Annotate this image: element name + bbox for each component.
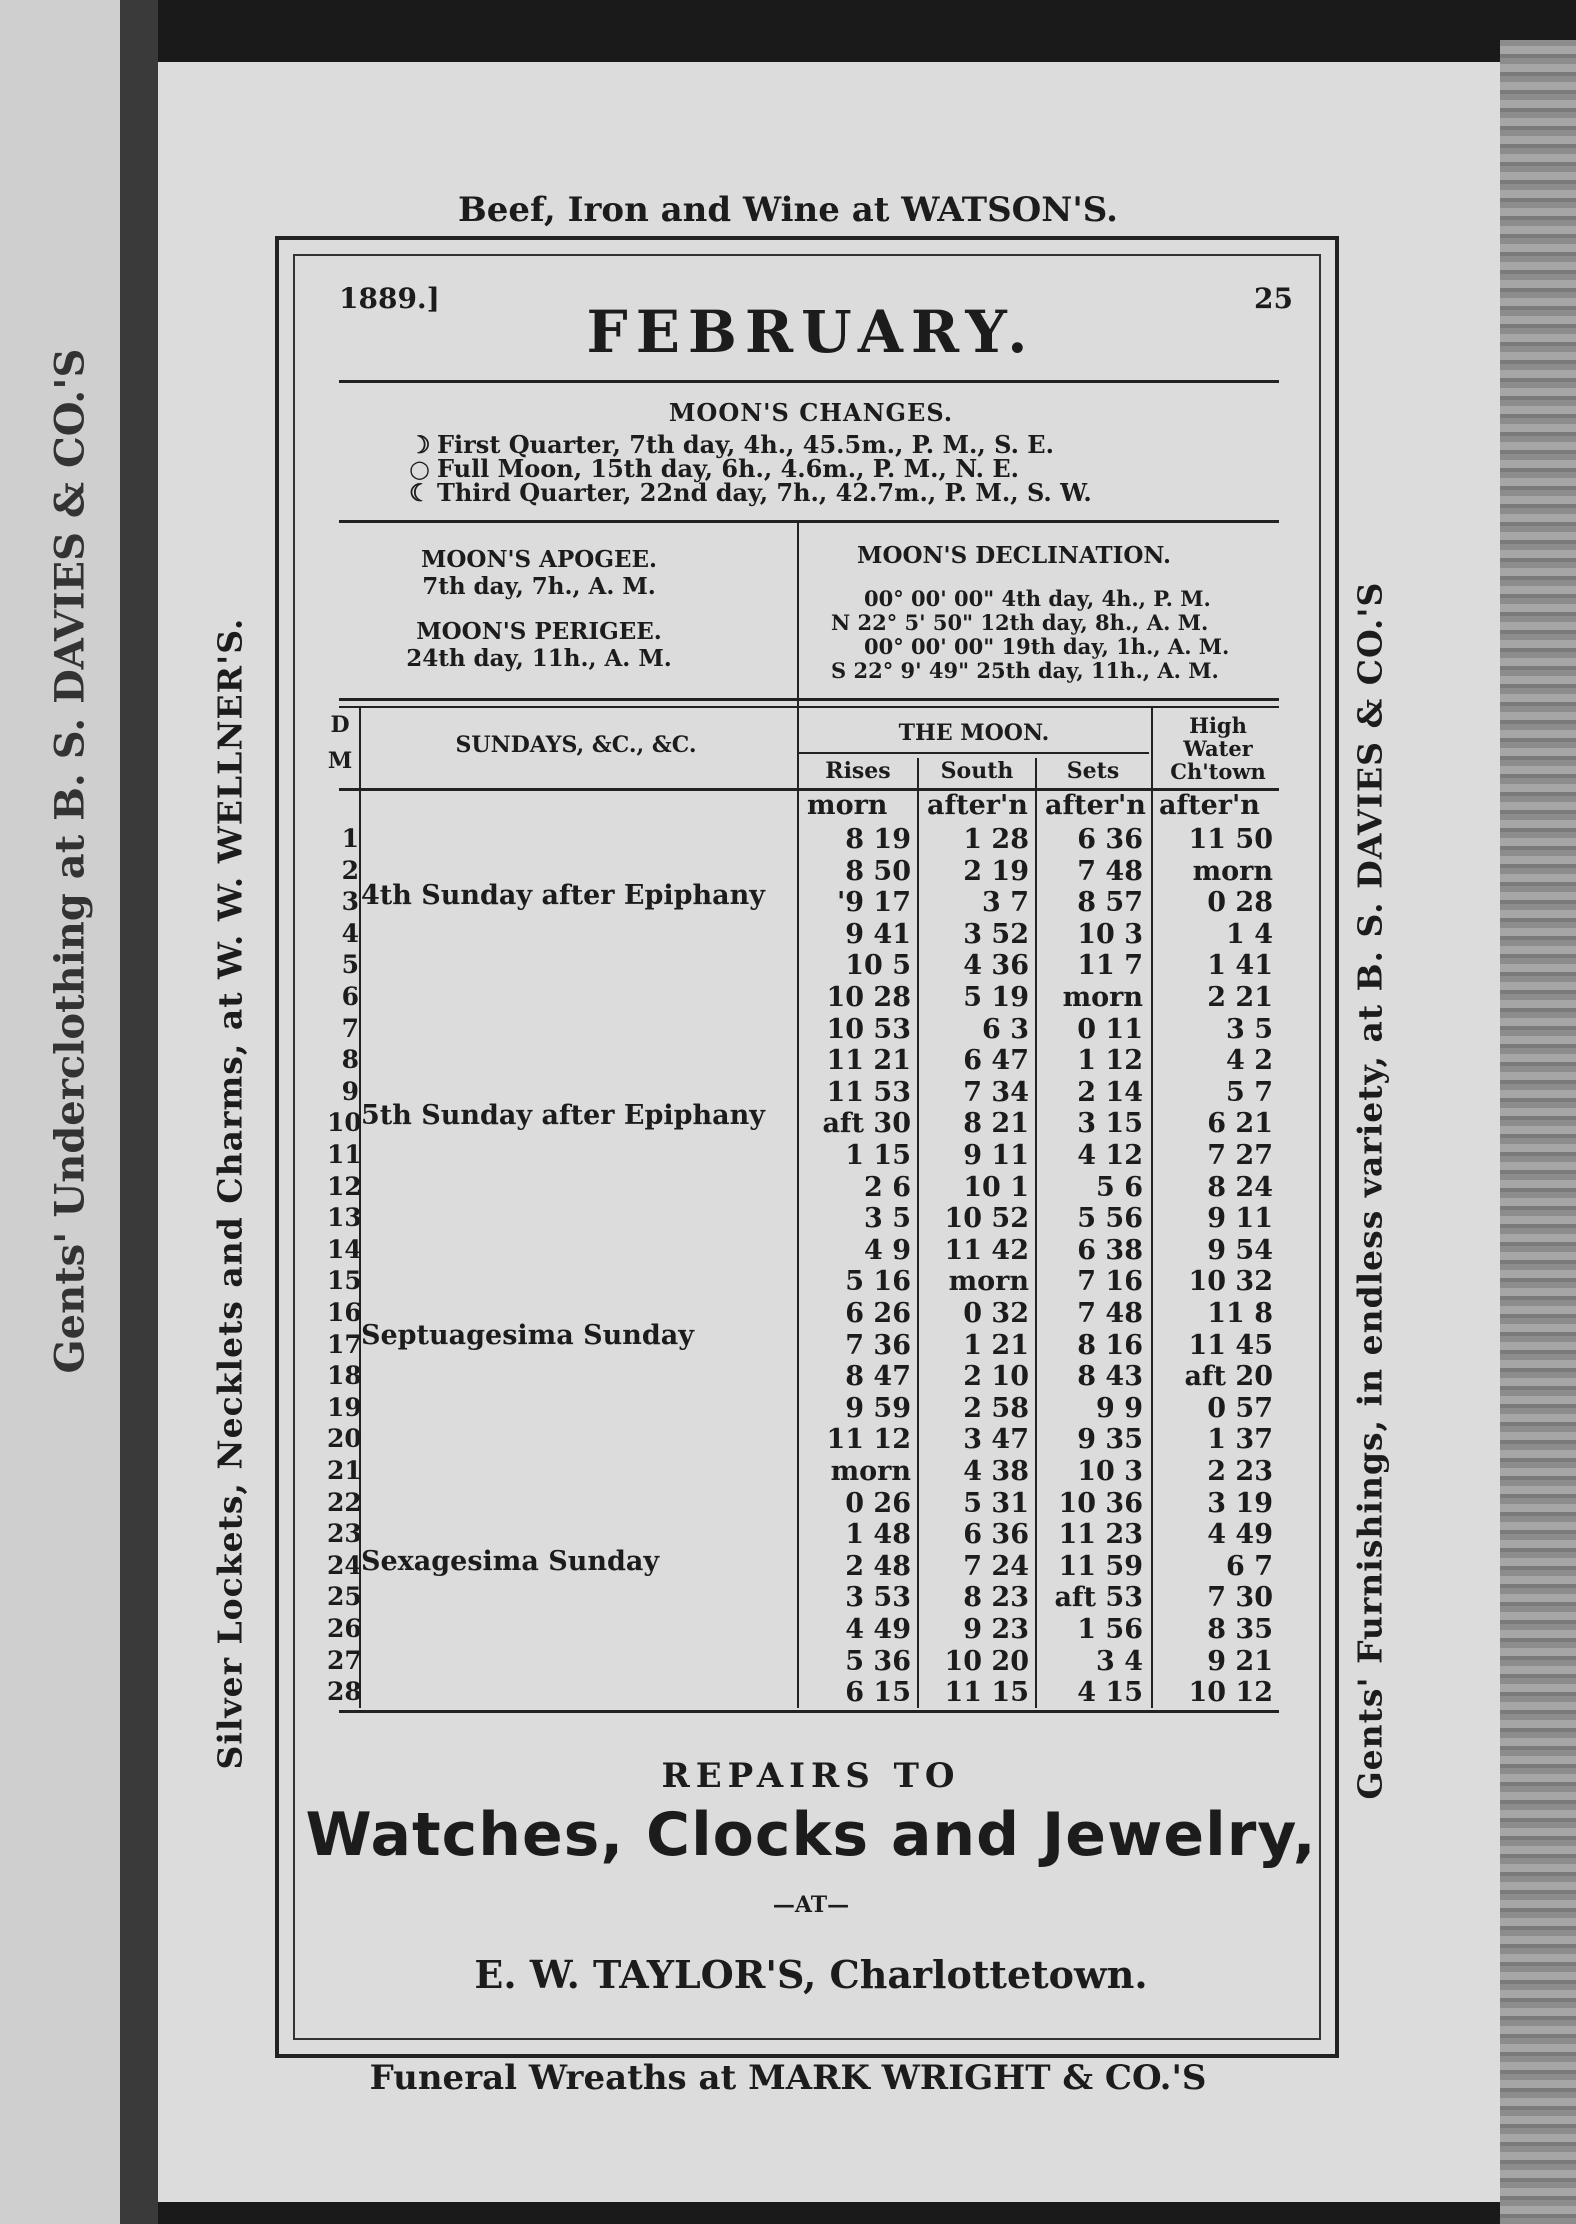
moon-rises-cell: 3 53 bbox=[845, 1582, 911, 1614]
moon-sets-cell: 6 36 bbox=[1077, 824, 1143, 855]
declination-line: N 22° 5' 50" 12th day, 8h., A. M. bbox=[831, 610, 1209, 635]
perigee-title: MOON'S PERIGEE. bbox=[416, 618, 662, 645]
day-of-month: 4 bbox=[341, 918, 359, 948]
moon-rises-cell: 4 49 bbox=[845, 1614, 911, 1645]
high-water-cell: 8 24 bbox=[1207, 1171, 1273, 1203]
sunday-label: Septuagesima Sunday bbox=[361, 1320, 694, 1351]
moon-apogee bbox=[339, 546, 739, 600]
moon-south-cell: 11 15 bbox=[944, 1677, 1029, 1709]
previous-page-ad: Gents' Underclothing at B. S. DAVIES & CO.'S bbox=[46, 348, 94, 1374]
declination-line: 00° 00' 00" 4th day, 4h., P. M. bbox=[864, 586, 1211, 611]
moon-south-cell: 2 58 bbox=[963, 1392, 1029, 1424]
right-margin-ad: Gents' Furnishings, in endless variety, at B. S. DAVIES & CO.'S bbox=[1350, 581, 1390, 1800]
moon-sets-cell: 8 57 bbox=[1077, 887, 1143, 919]
declination-line: S 22° 9' 49" 25th day, 11h., A. M. bbox=[831, 658, 1219, 683]
moon-south-cell: 5 19 bbox=[963, 982, 1029, 1013]
moon-south-cell: 4 36 bbox=[963, 950, 1029, 982]
day-of-month: 14 bbox=[327, 1234, 362, 1264]
moon-south-cell: 1 28 bbox=[963, 824, 1029, 855]
day-of-month: 24 bbox=[327, 1550, 362, 1580]
high-water-cell: 7 30 bbox=[1207, 1582, 1273, 1614]
header-ad: Beef, Iron and Wine at WATSON'S. bbox=[458, 190, 1118, 230]
day-of-month: 21 bbox=[327, 1456, 362, 1485]
day-of-month: 1 bbox=[341, 824, 359, 853]
moon-sets-cell: 3 4 bbox=[1096, 1645, 1143, 1677]
moon-rises-cell: 8 19 bbox=[845, 824, 911, 855]
day-of-month: 20 bbox=[327, 1424, 362, 1454]
moon-sets-cell: 10 3 bbox=[1077, 1456, 1143, 1487]
header-sundays: SUNDAYS, &C., &C. bbox=[455, 732, 697, 758]
moon-rises-cell: 8 50 bbox=[845, 855, 911, 887]
moon-sets-cell: 4 15 bbox=[1077, 1677, 1143, 1709]
apogee-value: 7th day, 7h., A. M. bbox=[422, 573, 656, 600]
header-rises: Rises bbox=[825, 758, 891, 784]
high-water-cell: 9 21 bbox=[1207, 1645, 1273, 1677]
moon-sets-cell: aft 53 bbox=[1054, 1582, 1143, 1614]
moon-south-cell: 3 52 bbox=[963, 918, 1029, 950]
day-of-month: 10 bbox=[327, 1108, 362, 1138]
high-water-cell: 7 27 bbox=[1207, 1140, 1273, 1171]
high-water-cell: 4 49 bbox=[1207, 1519, 1273, 1551]
divider bbox=[339, 1710, 1279, 1713]
day-of-month: 19 bbox=[327, 1392, 362, 1422]
moon-rises-cell: 10 28 bbox=[826, 982, 911, 1013]
high-water-cell: 3 19 bbox=[1207, 1487, 1273, 1519]
moon-sets-cell: 7 16 bbox=[1077, 1266, 1143, 1298]
scan-top-border bbox=[0, 0, 1576, 62]
month-title: FEBRUARY. bbox=[586, 298, 1036, 366]
moon-rises-cell: 1 15 bbox=[845, 1140, 911, 1171]
day-of-month: 18 bbox=[327, 1361, 362, 1391]
moon-south-cell: 2 10 bbox=[963, 1361, 1029, 1393]
day-of-month: 3 bbox=[341, 887, 359, 917]
moon-change-text: Full Moon, 15th day, 6h., 4.6m., P. M., N. E. bbox=[437, 454, 1019, 483]
moon-south-cell: 3 7 bbox=[982, 887, 1029, 919]
moon-rises-cell: 2 6 bbox=[864, 1171, 911, 1203]
moon-sets-cell: 3 15 bbox=[1077, 1108, 1143, 1140]
moon-rises-cell: 6 15 bbox=[845, 1677, 911, 1709]
moon-rises-cell: 3 5 bbox=[864, 1203, 911, 1235]
advert-shop: E. W. TAYLOR'S, Charlottetown. bbox=[474, 1952, 1148, 1997]
moon-south-cell: 6 3 bbox=[982, 1013, 1029, 1045]
high-water-cell: morn bbox=[1192, 855, 1273, 887]
header-m: M bbox=[327, 748, 353, 774]
header-sets: Sets bbox=[1066, 758, 1120, 784]
moon-south-cell: morn bbox=[948, 1266, 1029, 1298]
declination-title: MOON'S DECLINATION. bbox=[856, 542, 1171, 569]
moon-south-cell: 7 34 bbox=[963, 1076, 1029, 1108]
high-water-cell: 9 11 bbox=[1207, 1203, 1273, 1235]
previous-page-edge bbox=[0, 0, 120, 2224]
moon-sets-cell: 5 56 bbox=[1077, 1203, 1143, 1235]
high-water-cell: 6 21 bbox=[1207, 1108, 1273, 1140]
high-water-cell: 2 21 bbox=[1207, 982, 1273, 1013]
moon-sets-cell: 8 16 bbox=[1077, 1329, 1143, 1361]
moon-rises-cell: aft 30 bbox=[822, 1108, 911, 1140]
moon-sets-cell: 0 11 bbox=[1077, 1013, 1143, 1045]
high-water-cell: 8 35 bbox=[1207, 1614, 1273, 1645]
period-sets: after'n bbox=[1045, 790, 1146, 821]
moon-sets-cell: 9 9 bbox=[1096, 1392, 1143, 1424]
moon-south-cell: 8 23 bbox=[963, 1582, 1029, 1614]
calendar-frame bbox=[275, 236, 1339, 2058]
moon-south-cell: 1 21 bbox=[963, 1329, 1029, 1361]
high-water-cell: 9 54 bbox=[1207, 1234, 1273, 1266]
high-water-cell: 6 7 bbox=[1226, 1550, 1273, 1582]
moon-rises-cell: 10 53 bbox=[826, 1013, 911, 1045]
day-of-month: 9 bbox=[341, 1076, 359, 1106]
moon-change-third-quarter bbox=[409, 478, 1092, 507]
moon-sets-cell: 4 12 bbox=[1077, 1140, 1143, 1171]
day-of-month: 2 bbox=[341, 855, 359, 885]
high-water-cell: 3 5 bbox=[1226, 1013, 1273, 1045]
full-moon-icon: ○ bbox=[409, 454, 430, 483]
left-margin-ad: Silver Lockets, Necklets and Charms, at W. W. WELLNER'S. bbox=[210, 617, 250, 1770]
day-of-month: 8 bbox=[341, 1045, 359, 1075]
day-of-month: 12 bbox=[327, 1171, 362, 1201]
high-water-cell: 1 41 bbox=[1207, 950, 1273, 982]
divider bbox=[339, 520, 1279, 523]
year-label: 1889.] bbox=[339, 282, 440, 315]
high-water-cell: 0 28 bbox=[1207, 887, 1273, 919]
advert-repairs: REPAIRS TO bbox=[661, 1756, 961, 1796]
high-water-cell: 4 2 bbox=[1226, 1045, 1273, 1077]
moon-south-cell: 10 1 bbox=[963, 1171, 1029, 1203]
moon-sets-cell: 11 23 bbox=[1058, 1519, 1143, 1551]
moon-south-cell: 4 38 bbox=[963, 1456, 1029, 1487]
moon-south-cell: 3 47 bbox=[963, 1424, 1029, 1456]
moon-south-cell: 6 36 bbox=[963, 1519, 1029, 1551]
moon-rises-cell: morn bbox=[830, 1456, 911, 1487]
header-d: D bbox=[330, 712, 350, 738]
moon-sets-cell: 11 7 bbox=[1077, 950, 1143, 982]
high-water-cell: 2 23 bbox=[1207, 1456, 1273, 1487]
high-water-cell: 11 45 bbox=[1188, 1329, 1273, 1361]
moon-perigee bbox=[339, 618, 739, 672]
moon-south-cell: 9 23 bbox=[963, 1614, 1029, 1645]
moon-sets-cell: 10 3 bbox=[1077, 918, 1143, 950]
high-water-cell: aft 20 bbox=[1184, 1361, 1273, 1393]
header-chtown: Ch'town bbox=[1170, 759, 1266, 784]
moon-sets-cell: 8 43 bbox=[1077, 1361, 1143, 1393]
moon-sets-cell: 5 6 bbox=[1096, 1171, 1143, 1203]
moon-rises-cell: 2 48 bbox=[845, 1550, 911, 1582]
high-water-cell: 11 50 bbox=[1188, 824, 1273, 855]
moon-sets-cell: 10 36 bbox=[1058, 1487, 1143, 1519]
first-quarter-icon: ☽ bbox=[409, 430, 431, 459]
moon-south-cell: 8 21 bbox=[963, 1108, 1029, 1140]
page-number: 25 bbox=[1254, 282, 1293, 315]
moon-sets-cell: 7 48 bbox=[1077, 1298, 1143, 1329]
high-water-cell: 1 37 bbox=[1207, 1424, 1273, 1456]
sunday-label: 5th Sunday after Epiphany bbox=[361, 1100, 765, 1131]
moon-south-cell: 10 52 bbox=[944, 1203, 1029, 1235]
divider bbox=[799, 752, 1149, 754]
day-of-month: 23 bbox=[327, 1519, 362, 1549]
high-water-cell: 10 12 bbox=[1188, 1677, 1273, 1709]
moon-rises-cell: 9 41 bbox=[845, 918, 911, 950]
moon-south-cell: 7 24 bbox=[963, 1550, 1029, 1582]
high-water-cell: 11 8 bbox=[1207, 1298, 1273, 1329]
day-of-month: 13 bbox=[327, 1203, 362, 1233]
header-water: Water bbox=[1183, 736, 1253, 761]
sunday-label: Sexagesima Sunday bbox=[361, 1546, 660, 1577]
day-of-month: 17 bbox=[327, 1329, 362, 1359]
header-the-moon: THE MOON. bbox=[898, 720, 1050, 746]
day-of-month: 25 bbox=[327, 1582, 362, 1612]
day-of-month: 5 bbox=[341, 950, 359, 980]
divider bbox=[339, 380, 1279, 383]
moon-rises-cell: 6 26 bbox=[845, 1298, 911, 1329]
moon-south-cell: 11 42 bbox=[944, 1234, 1029, 1266]
page-stack-edge bbox=[1500, 40, 1576, 2224]
moon-rises-cell: '9 17 bbox=[836, 887, 911, 919]
moon-sets-cell: 6 38 bbox=[1077, 1234, 1143, 1266]
moon-rises-cell: 5 16 bbox=[845, 1266, 911, 1298]
day-of-month: 27 bbox=[327, 1645, 362, 1675]
moon-sets-cell: 7 48 bbox=[1077, 855, 1143, 887]
moon-south-cell: 0 32 bbox=[963, 1298, 1029, 1329]
moon-sets-cell: morn bbox=[1062, 982, 1143, 1013]
day-of-month: 11 bbox=[327, 1140, 362, 1169]
divider bbox=[339, 706, 1279, 708]
moon-south-cell: 9 11 bbox=[963, 1140, 1029, 1171]
moon-rises-cell: 4 9 bbox=[864, 1234, 911, 1266]
high-water-cell: 5 7 bbox=[1226, 1076, 1273, 1108]
day-of-month: 7 bbox=[341, 1013, 359, 1043]
moon-rises-cell: 1 48 bbox=[845, 1519, 911, 1551]
moon-south-cell: 10 20 bbox=[944, 1645, 1029, 1677]
moon-south-cell: 2 19 bbox=[963, 855, 1029, 887]
period-south: after'n bbox=[927, 790, 1028, 821]
moon-rises-cell: 11 53 bbox=[826, 1076, 911, 1108]
advert-at: —AT— bbox=[772, 1892, 850, 1918]
footer-ad: Funeral Wreaths at MARK WRIGHT & CO.'S bbox=[369, 2058, 1207, 2098]
sunday-label: 4th Sunday after Epiphany bbox=[361, 880, 765, 911]
moon-rises-cell: 7 36 bbox=[845, 1329, 911, 1361]
book-gutter bbox=[120, 0, 158, 2224]
header-south: South bbox=[940, 758, 1014, 784]
moon-change-text: First Quarter, 7th day, 4h., 45.5m., P. M., S. E. bbox=[437, 430, 1054, 459]
high-water-cell: 0 57 bbox=[1207, 1392, 1273, 1424]
day-of-month: 28 bbox=[327, 1677, 362, 1707]
moon-sets-cell: 2 14 bbox=[1077, 1076, 1143, 1108]
moon-rises-cell: 8 47 bbox=[845, 1361, 911, 1393]
day-of-month: 22 bbox=[327, 1487, 362, 1517]
moon-change-text: Third Quarter, 22nd day, 7h., 42.7m., P. M., S. W. bbox=[437, 478, 1092, 507]
moon-sets-cell: 1 12 bbox=[1077, 1045, 1143, 1077]
high-water-cell: 10 32 bbox=[1188, 1266, 1273, 1298]
period-water: after'n bbox=[1159, 790, 1260, 821]
moon-sets-cell: 11 59 bbox=[1058, 1550, 1143, 1582]
day-of-month: 6 bbox=[341, 982, 359, 1011]
declination-line: 00° 00' 00" 19th day, 1h., A. M. bbox=[864, 634, 1230, 659]
day-of-month: 15 bbox=[327, 1266, 362, 1296]
moon-rises-cell: 9 59 bbox=[845, 1392, 911, 1424]
apogee-title: MOON'S APOGEE. bbox=[420, 546, 658, 573]
moon-sets-cell: 9 35 bbox=[1077, 1424, 1143, 1456]
day-of-month: 16 bbox=[327, 1298, 362, 1327]
moon-rises-cell: 11 12 bbox=[826, 1424, 911, 1456]
perigee-value: 24th day, 11h., A. M. bbox=[406, 645, 672, 672]
moon-south-cell: 5 31 bbox=[963, 1487, 1029, 1519]
header-high: High bbox=[1189, 713, 1247, 738]
moon-rises-cell: 0 26 bbox=[845, 1487, 911, 1519]
divider bbox=[339, 698, 1279, 701]
period-rises: morn bbox=[807, 790, 888, 821]
third-quarter-icon: ☾ bbox=[409, 478, 431, 507]
moon-rises-cell: 11 21 bbox=[826, 1045, 911, 1077]
moon-south-cell: 6 47 bbox=[963, 1045, 1029, 1077]
high-water-cell: 1 4 bbox=[1226, 918, 1273, 950]
moon-rises-cell: 5 36 bbox=[845, 1645, 911, 1677]
moon-rises-cell: 10 5 bbox=[845, 950, 911, 982]
day-of-month: 26 bbox=[327, 1614, 362, 1643]
moon-changes-title: MOON'S CHANGES. bbox=[668, 398, 954, 427]
moon-sets-cell: 1 56 bbox=[1077, 1614, 1143, 1645]
advert-headline: Watches, Clocks and Jewelry, bbox=[305, 1800, 1317, 1870]
